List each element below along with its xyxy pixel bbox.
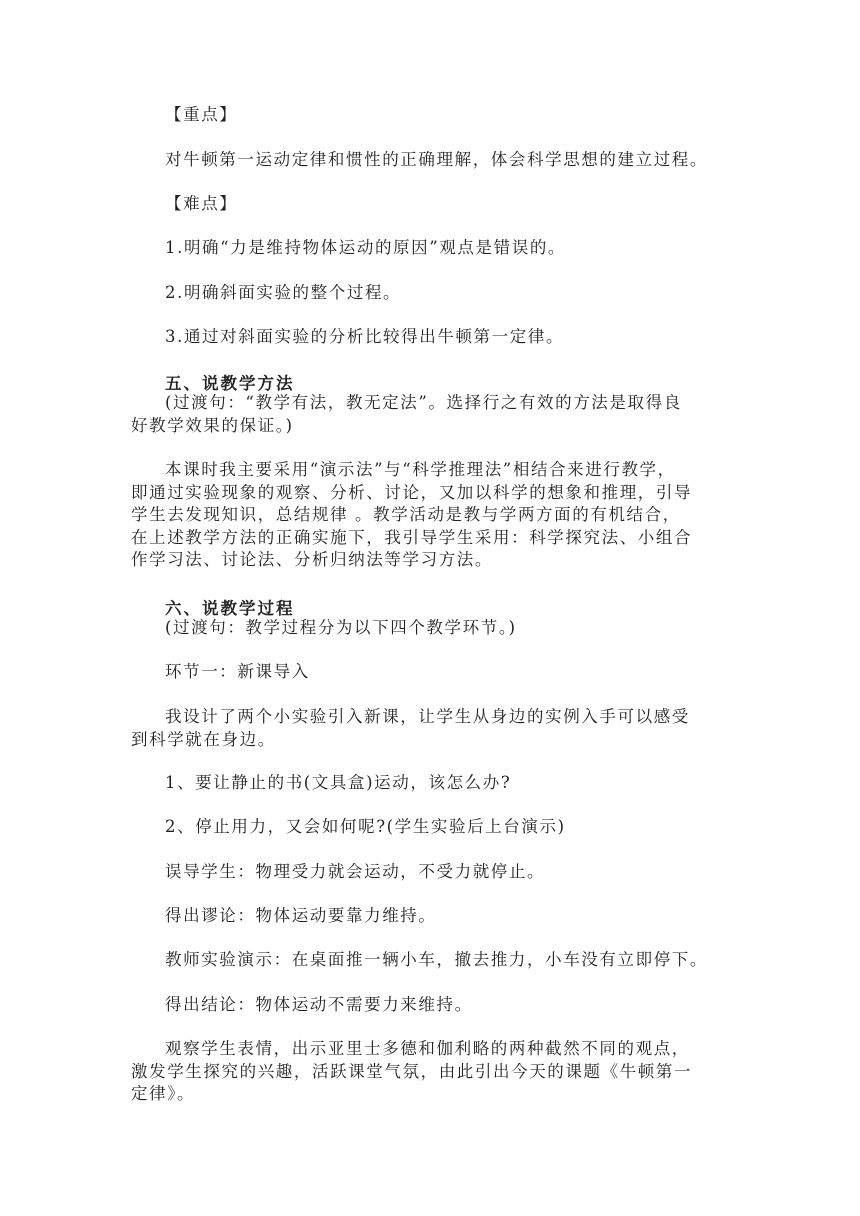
key-points-text: 对牛顿第一运动定律和惯性的正确理解，体会科学思想的建立过程。	[165, 150, 708, 169]
step-item: 1、要让静止的书(文具盒)运动，该怎么办?	[165, 773, 512, 792]
difficulty-item: 2.明确斜面实验的整个过程。	[165, 283, 402, 302]
step-1-intro	[131, 706, 731, 751]
key-points-heading: 【重点】	[165, 105, 238, 124]
section-5-transition	[131, 392, 731, 437]
text-line: 好教学效果的保证。)	[131, 415, 294, 435]
step-item: 得出结论：物体运动不需要力来维持。	[165, 995, 473, 1014]
step-item: 教师实验演示：在桌面推一辆小车，撤去推力，小车没有立即停下。	[165, 950, 708, 969]
text-line: 观察学生表情，出示亚里士多德和伽利略的两种截然不同的观点，	[165, 1039, 690, 1058]
difficulty-item: 1.明确“力是维持物体运动的原因”观点是错误的。	[165, 238, 567, 257]
text-line: 定律》。	[131, 1084, 196, 1103]
section-6-title: 六、说教学过程	[165, 599, 295, 618]
step-item: 得出谬论：物体运动要靠力维持。	[165, 906, 437, 925]
text-line: 作学习法、讨论法、分析归纳法等学习方法。	[131, 550, 493, 569]
text-line: 到科学就在身边。	[131, 729, 276, 749]
text-line: 我设计了两个小实验引入新课，让学生从身边的实例入手可以感受	[165, 707, 690, 726]
step-1-title: 环节一：新课导入	[165, 662, 310, 681]
text-line: 在上述教学方法的正确实施下，我引导学生采用：科学探究法、小组合	[131, 527, 693, 547]
text-line: 本课时我主要采用“演示法”与“科学推理法”相结合来进行教学，	[165, 460, 676, 479]
text-line: 激发学生探究的兴趣，活跃课堂气氛，由此引出今天的课题《牛顿第一	[131, 1061, 693, 1081]
step-item: 误导学生：物理受力就会运动，不受力就停止。	[165, 862, 546, 881]
step-1-closing	[131, 1038, 731, 1106]
step-item: 2、停止用力，又会如何呢?(学生实验后上台演示)	[165, 817, 566, 836]
section-5-body	[131, 459, 731, 572]
text-line: 即通过实验现象的观察、分析、讨论，又加以科学的想象和推理，引导	[131, 482, 693, 502]
difficulties-heading: 【难点】	[165, 194, 238, 213]
text-line: 学生去发现知识，总结规律 。教学活动是教与学两方面的有机结合，	[131, 505, 681, 524]
difficulty-item: 3.通过对斜面实验的分析比较得出牛顿第一定律。	[165, 327, 565, 346]
text-line: (过渡句：“教学有法，教无定法”。选择行之有效的方法是取得良	[165, 393, 682, 412]
section-6-transition: (过渡句：教学过程分为以下四个教学环节。)	[165, 618, 517, 637]
section-5-title: 五、说教学方法	[165, 374, 295, 393]
